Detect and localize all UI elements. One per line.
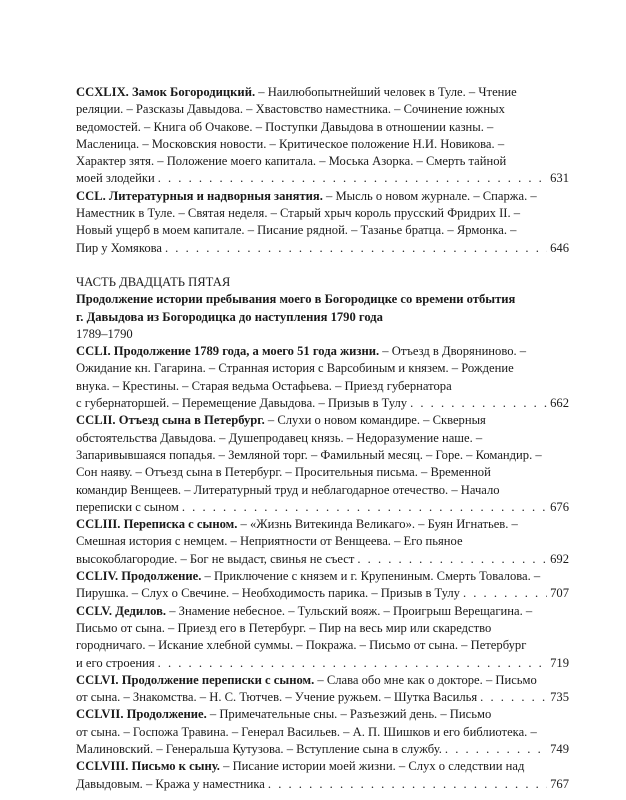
chapter-heading: CCLII. Отъезд сына в Петербург. — [76, 413, 265, 428]
page-number: 719 — [550, 655, 569, 670]
toc-entry-line — [76, 724, 569, 741]
toc-entry — [76, 603, 569, 672]
toc-entry — [76, 188, 569, 257]
dot-leader — [182, 499, 547, 516]
part-title: ЧАСТЬ ДВАДЦАТЬ ПЯТАЯ — [76, 274, 231, 289]
toc-entry-last-line — [76, 240, 569, 257]
toc-entry-text: и его строения — [76, 655, 155, 670]
toc-entry-line — [76, 637, 569, 654]
part-subtitle-line-1: Продолжение истории пребывания моего в Богородицке со времени отбытия — [76, 292, 516, 307]
toc-entry-line — [76, 412, 569, 429]
toc-entry-text: переписки с сыном — [76, 499, 179, 514]
page-number: 631 — [550, 171, 569, 186]
toc-entry-line — [76, 430, 569, 447]
chapter-heading: CCL. Литературныя и надворныя занятия. — [76, 188, 323, 203]
toc-entry-line — [76, 482, 569, 499]
toc-entry-text: высокоблагородие. – Бог не выдаст, свинья не съест — [76, 551, 355, 566]
toc-entry-text: – Слава обо мне как о докторе. – Письмо — [314, 672, 537, 687]
toc-entry-text: реляции. – Разсказы Давыдова. – Хвастовство наместника. – Сочинение южных — [76, 102, 505, 117]
page-number: 662 — [550, 396, 569, 411]
toc-entry-last-line — [76, 655, 569, 672]
toc-entry — [76, 568, 569, 603]
toc-entry-text: – Примечательные сны. – Разъезжий день. – Письмо — [206, 707, 492, 722]
page-number: 749 — [550, 741, 569, 756]
toc-entry-line — [76, 672, 569, 689]
toc-entry-text: Малиновский. – Генеральша Кутузова. – Вступление сына в службу. — [76, 741, 442, 756]
dot-leader — [268, 776, 547, 793]
toc-entry-text: Новый ущерб в моем капитале. – Писание рядной. – Тазанье братца. – Ярмонка. – — [76, 223, 517, 238]
toc-entry-text: – Писание истории моей жизни. – Слух о следствии над — [219, 759, 525, 774]
toc-entry-text: внука. – Крестины. – Старая ведьма Остафьева. – Приезд губернатора — [76, 378, 452, 393]
toc-entry-text: Письмо от сына. – Приезд его в Петербург. – Пир на весь мир или скаредство — [76, 620, 492, 635]
toc-entry-text: обстоятельства Давыдова. – Душепродавец князь. – Недоразумение наше. – — [76, 430, 483, 445]
page-number: 646 — [550, 240, 569, 255]
toc-entry-line — [76, 222, 569, 239]
toc-entry-text: Смешная история с немцем. – Неприятности от Венщеева. – Его пьяное — [76, 534, 463, 549]
table-of-contents — [76, 84, 569, 793]
dot-leader — [480, 689, 547, 706]
chapter-heading: CCLVI. Продолжение переписки с сыном. — [76, 672, 315, 687]
dot-leader — [158, 170, 547, 187]
toc-entry-last-line — [76, 776, 569, 793]
toc-entry-last-line — [76, 499, 569, 516]
toc-entry-line — [76, 101, 569, 118]
toc-entry-line — [76, 343, 569, 360]
toc-entry-text: Наместник в Туле. – Святая неделя. – Старый хрыч король прусский Фридрих II. – — [76, 206, 521, 221]
toc-entry-line — [76, 603, 569, 620]
dot-leader — [165, 240, 547, 257]
toc-entry-line — [76, 378, 569, 395]
toc-entry-text: Пирушка. – Слух о Свечине. – Необходимость парика. – Призыв в Тулу — [76, 586, 460, 601]
page-number: 676 — [550, 499, 569, 514]
toc-entry-text: городничаго. – Искание хлебной суммы. – Покража. – Письмо от сына. – Петербург — [76, 638, 527, 653]
page-number: 707 — [550, 586, 569, 601]
toc-entry-last-line — [76, 689, 569, 706]
toc-entry-text: – Наилюбопытнейший человек в Туле. – Чтение — [255, 85, 517, 99]
toc-entry-text: от сына. – Госпожа Травина. – Генерал Васильев. – А. П. Шишков и его библиотека. – — [76, 724, 537, 739]
toc-entry — [76, 516, 569, 568]
toc-entry-line — [76, 188, 569, 205]
toc-entry-text: Сон наяву. – Отъезд сына в Петербург. – Просительныя письма. – Временной — [76, 465, 491, 480]
toc-entry — [76, 84, 569, 188]
toc-entry-line — [76, 533, 569, 550]
toc-entry-text: Масленица. – Московския новости. – Критическое положение Н.И. Новикова. – — [76, 136, 505, 151]
toc-entry-line — [76, 758, 569, 775]
toc-entry-text: от сына. – Знакомства. – Н. С. Тютчев. – Учение ружьем. – Шутка Василья — [76, 690, 478, 705]
toc-entry-line — [76, 153, 569, 170]
toc-entry-text: – «Жизнь Витекинда Великаго». – Буян Игнатьев. – — [237, 517, 518, 532]
toc-entry-text: Запаривывшаяся попадья. – Земляной торг. – Фамильный месяц. – Горе. – Командир. – — [76, 447, 542, 462]
toc-entry-text: Пир у Хомякова — [76, 240, 162, 255]
toc-entry-last-line — [76, 551, 569, 568]
toc-entry-text: с губернаторшей. – Перемещение Давыдова. – Призыв в Тулу — [76, 396, 408, 411]
chapter-heading: CCLI. Продолжение 1789 года, а моего 51 года жизни. — [76, 344, 380, 359]
toc-entry-line — [76, 84, 569, 101]
toc-entry-last-line — [76, 170, 569, 187]
chapter-heading: CCLIII. Переписка с сыном. — [76, 517, 238, 532]
toc-entry-line — [76, 620, 569, 637]
toc-entry-last-line — [76, 395, 569, 412]
toc-entry-line — [76, 516, 569, 533]
dot-leader — [158, 655, 547, 672]
toc-entry-text: – Знамение небесное. – Тульский вояж. – Проигрыш Верещагина. – — [166, 603, 533, 618]
toc-entry — [76, 672, 569, 707]
toc-entry — [76, 706, 569, 758]
page-number: 767 — [550, 776, 569, 791]
dot-leader — [445, 741, 547, 758]
toc-entry-text: Характер зятя. – Положение моего капитала. – Моська Азорка. – Смерть тайной — [76, 154, 507, 169]
page-number: 692 — [550, 551, 569, 566]
toc-entry-text: – Слухи о новом командире. – Скверныя — [264, 413, 486, 428]
toc-entry — [76, 758, 569, 793]
toc-entries-after — [76, 343, 569, 793]
dot-leader — [410, 395, 547, 412]
chapter-heading: CCLVII. Продолжение. — [76, 707, 207, 722]
toc-entry-last-line — [76, 741, 569, 758]
toc-entry-line — [76, 447, 569, 464]
toc-entry-line — [76, 360, 569, 377]
toc-entry — [76, 343, 569, 412]
dot-leader — [463, 585, 547, 602]
toc-entry — [76, 412, 569, 516]
toc-entry-text: – Мысль о новом журнале. – Спаржа. – — [322, 188, 537, 203]
toc-entry-text: Давыдовым. – Кража у наместника — [76, 776, 265, 791]
toc-entry-last-line — [76, 585, 569, 602]
toc-entry-text: моей злодейки — [76, 171, 155, 186]
part-heading — [76, 274, 569, 343]
part-years: 1789–1790 — [76, 326, 133, 341]
toc-entry-text: командир Венщеев. – Литературный труд и неблагодарное отечество. – Начало — [76, 482, 500, 497]
toc-entry-line — [76, 119, 569, 136]
toc-entry-text: – Приключение с князем и г. Крупениным. Смерть Товалова. – — [201, 569, 541, 584]
toc-entry-line — [76, 568, 569, 585]
chapter-heading: CCLIV. Продолжение. — [76, 569, 202, 584]
chapter-heading: CCXLIX. Замок Богородицкий. — [76, 85, 256, 99]
toc-entry-text: – Отъезд в Дворяниново. – — [379, 344, 527, 359]
chapter-heading: CCLV. Дедилов. — [76, 603, 167, 618]
page-number: 735 — [550, 690, 569, 705]
toc-entry-text: Ожидание кн. Гагарина. – Странная история с Варсобиным и князем. – Рождение — [76, 361, 514, 376]
toc-entry-line — [76, 464, 569, 481]
chapter-heading: CCLVIII. Письмо к сыну. — [76, 759, 220, 774]
part-subtitle-line-2: г. Давыдова из Богородицка до наступления 1790 года — [76, 309, 383, 324]
dot-leader — [357, 551, 547, 568]
toc-entry-line — [76, 205, 569, 222]
toc-entry-line — [76, 136, 569, 153]
toc-entries-before — [76, 84, 569, 257]
toc-entry-text: ведомостей. – Книга об Очакове. – Поступки Давыдова в отношении казны. – — [76, 119, 494, 134]
toc-entry-line — [76, 706, 569, 723]
